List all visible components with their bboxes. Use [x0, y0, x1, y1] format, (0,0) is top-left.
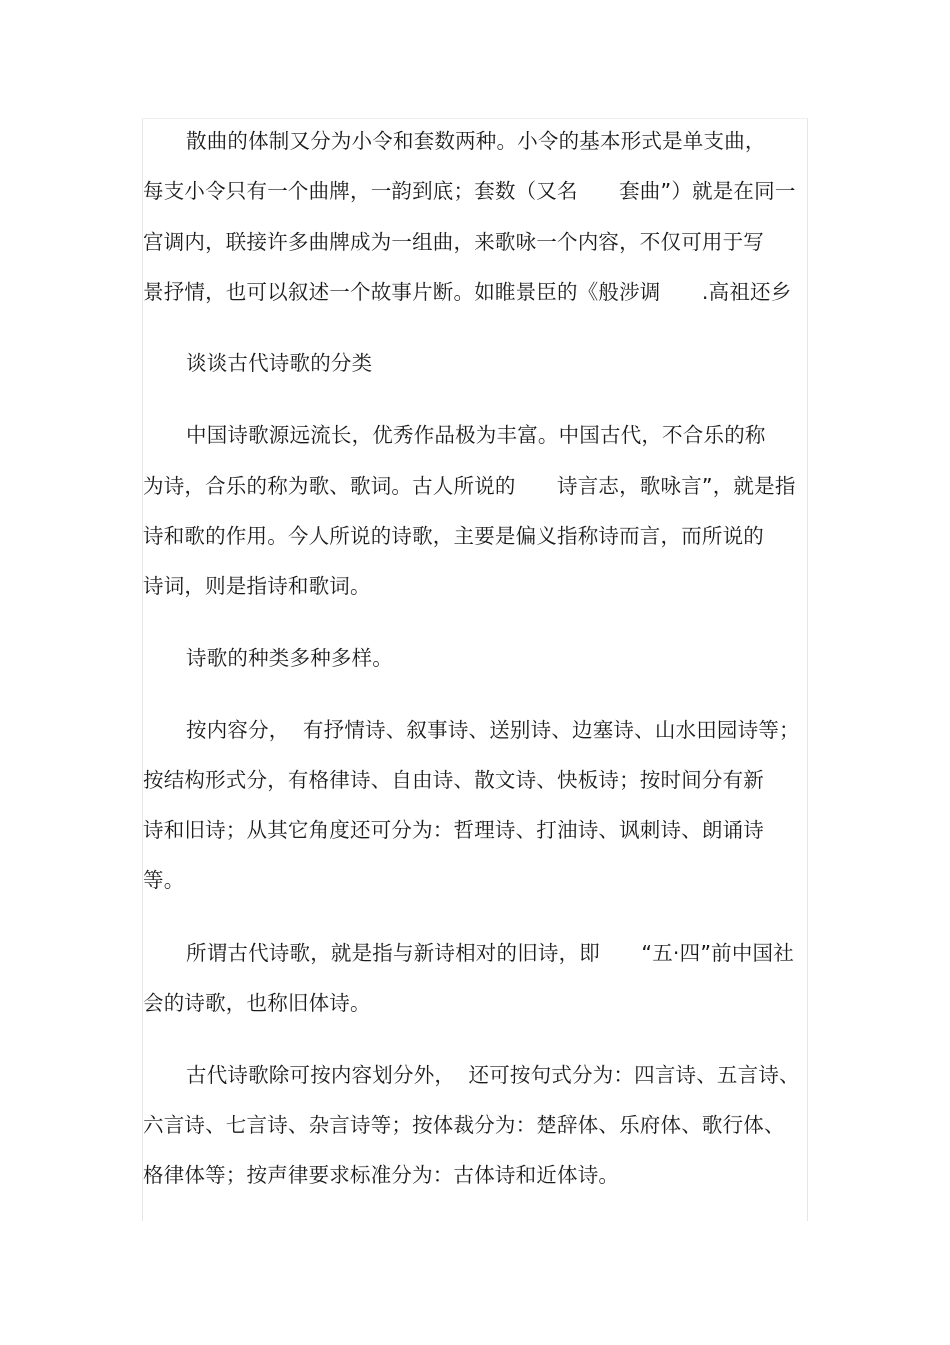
text-line: 按内容分， 有抒情诗、叙事诗、送别诗、边塞诗、山水田园诗等；	[186, 718, 800, 742]
text-line: 格律体等；按声律要求标准分为：古体诗和近体诗。	[143, 1163, 620, 1187]
text-line: 会的诗歌，也称旧体诗。	[143, 991, 371, 1015]
text-line: 中国诗歌源远流长，优秀作品极为丰富。中国古代，不合乐的称	[186, 423, 766, 447]
section-heading: 谈谈古代诗歌的分类	[186, 351, 373, 375]
text-line: 散曲的体制又分为小令和套数两种。小令的基本形式是单支曲，	[186, 129, 766, 153]
text-line: 按结构形式分，有格律诗、自由诗、散文诗、快板诗；按时间分有新	[143, 768, 764, 792]
text-line: 宫调内，联接许多曲牌成为一组曲，来歌咏一个内容，不仅可用于写	[143, 230, 764, 254]
text-line: 六言诗、七言诗、杂言诗等；按体裁分为：楚辞体、乐府体、歌行体、	[143, 1113, 785, 1137]
text-line: 古代诗歌除可按内容划分外， 还可按句式分为：四言诗、五言诗、	[186, 1063, 800, 1087]
text-line: 诗词，则是指诗和歌词。	[143, 574, 371, 598]
text-line: 诗歌的种类多种多样。	[186, 646, 393, 670]
text-line: 诗和歌的作用。今人所说的诗歌，主要是偏义指称诗而言，而所说的	[143, 524, 764, 548]
text-line: 每支小令只有一个曲牌，一韵到底；套数（又名 套曲”）就是在同一	[143, 179, 796, 203]
text-line: 等。	[143, 868, 185, 892]
text-line: 所谓古代诗歌，就是指与新诗相对的旧诗，即 “五·四”前中国社	[186, 941, 794, 965]
text-line: 诗和旧诗；从其它角度还可分为：哲理诗、打油诗、讽刺诗、朗诵诗	[143, 818, 764, 842]
text-line: 为诗，合乐的称为歌、歌词。古人所说的 诗言志，歌咏言”，就是指	[143, 474, 796, 498]
text-line: 景抒情，也可以叙述一个故事片断。如睢景臣的《般涉调 .高祖还乡	[143, 280, 792, 304]
